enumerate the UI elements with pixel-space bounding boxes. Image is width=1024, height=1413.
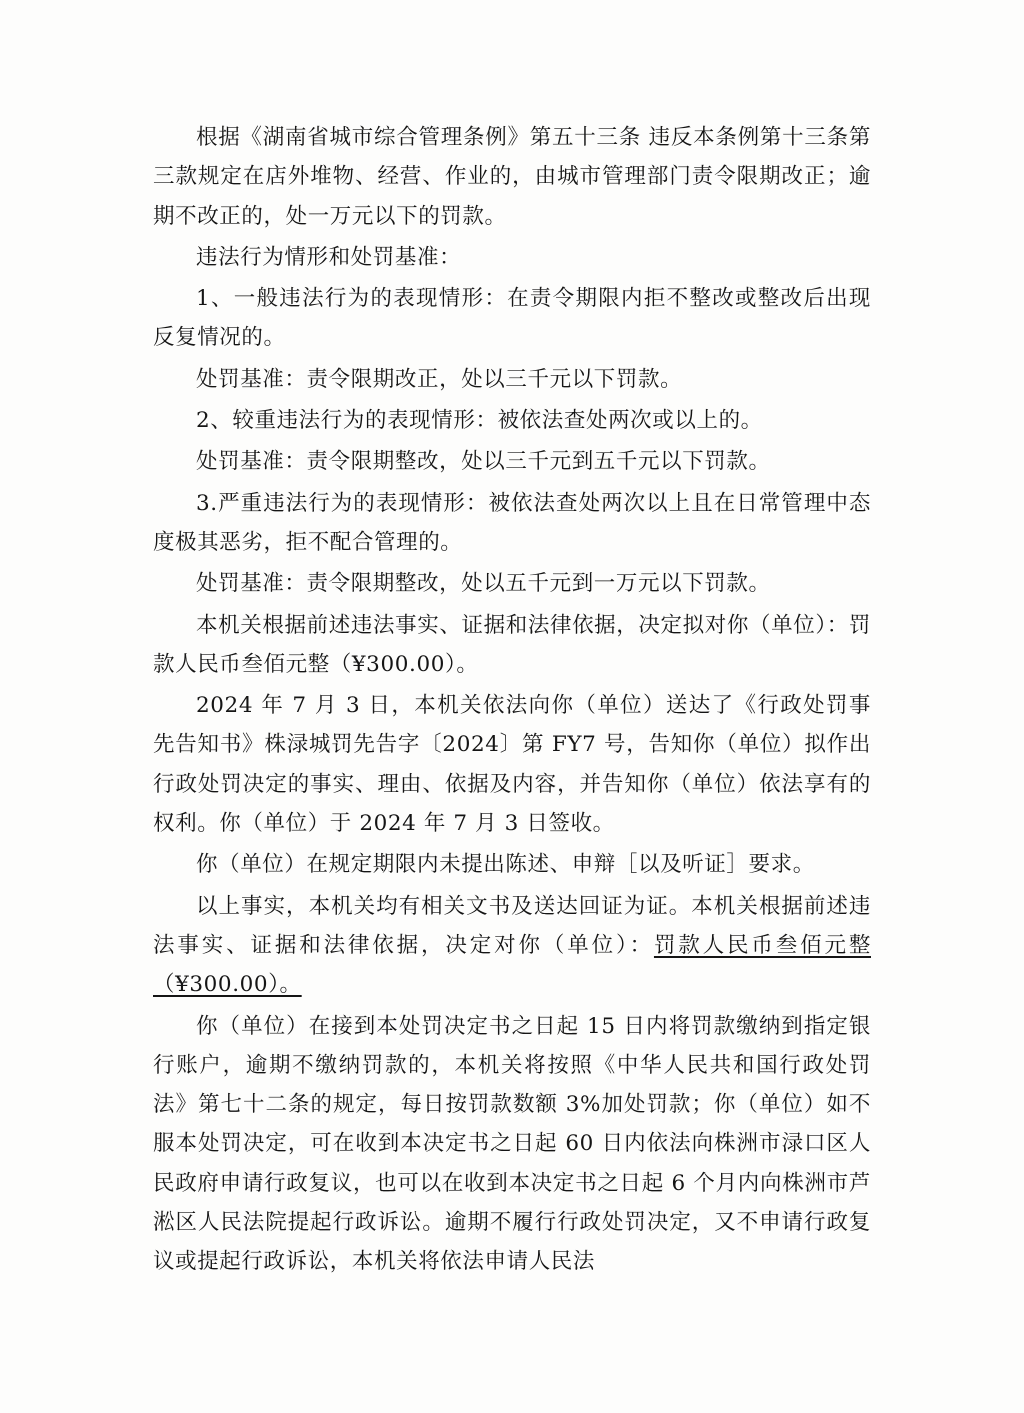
paragraph-decision [153,887,871,1005]
paragraph-no-objection: 你（单位）在规定期限内未提出陈述、申辩［以及听证］要求。 [196,852,815,878]
paragraph-criteria-heading: 违法行为情形和处罚基准： [196,244,462,270]
paragraph-serious-penalty: 处罚基准：责令限期整改，处以三千元到五千元以下罚款。 [196,449,771,475]
paragraph-serious-violation: 2、较重违法行为的表现情形：被依法查处两次或以上的。 [196,408,763,434]
paragraph-general-penalty: 处罚基准：责令限期改正，处以三千元以下罚款。 [196,366,683,392]
paragraph-legal-basis: 根据《湖南省城市综合管理条例》第五十三条 违反本条例第十三条第三款规定在店外堆物、经营、作业的，由城市管理部门责令限期改正；逾期不改正的，处一万元以下的罚款。 [153,125,871,229]
paragraph-proposed-decision: 本机关根据前述违法事实、证据和法律依据，决定拟对你（单位）：罚款人民币叁佰元整（¥300.00）。 [153,612,871,677]
decision-amount: 罚款人民币叁佰元整（¥300.00）。 [153,932,871,998]
paragraph-severe-penalty: 处罚基准：责令限期整改，处以五千元到一万元以下罚款。 [196,571,771,597]
paragraph-notice-served: 2024 年 7 月 3 日，本机关依法向你（单位）送达了《行政处罚事先告知书》株渌城罚先告字〔2024〕第 FY7 号，告知你（单位）拟作出行政处罚决定的事实、理由、依据及内容，并告知你（单位）依法享有的权利。你（单位）于 2024 年 7 月 3 日签收。 [153,693,871,837]
paragraph-general-violation: 1、一般违法行为的表现情形：在责令期限内拒不整改或整改后出现反复情况的。 [153,286,871,351]
paragraph-payment-and-appeal: 你（单位）在接到本处罚决定书之日起 15 日内将罚款缴纳到指定银行账户，逾期不缴纳罚款的，本机关将按照《中华人民共和国行政处罚法》第七十二条的规定，每日按罚款数额 3%加处罚款；你（单位）如不服本处罚决定，可在收到本决定书之日起 60 日内依法向株洲市渌口区人民政府申请行政复议，也可以在收到本决定书之日起 6 个月内向株洲市芦淞区人民法院提起行政诉讼。逾期不履行行政处罚决定，又不申请行政复议或提起行政诉讼，本机关将依法申请人民法 [153,1013,871,1275]
paragraph-severe-violation: 3.严重违法行为的表现情形：被依法查处两次以上且在日常管理中态度极其恶劣，拒不配合管理的。 [153,490,871,555]
decision-intro: 以上事实，本机关均有相关文书及送达回证为证。本机关根据前述违法事实、证据和法律依据，决定对你（单位）： [153,893,871,958]
document-body [153,118,871,1282]
